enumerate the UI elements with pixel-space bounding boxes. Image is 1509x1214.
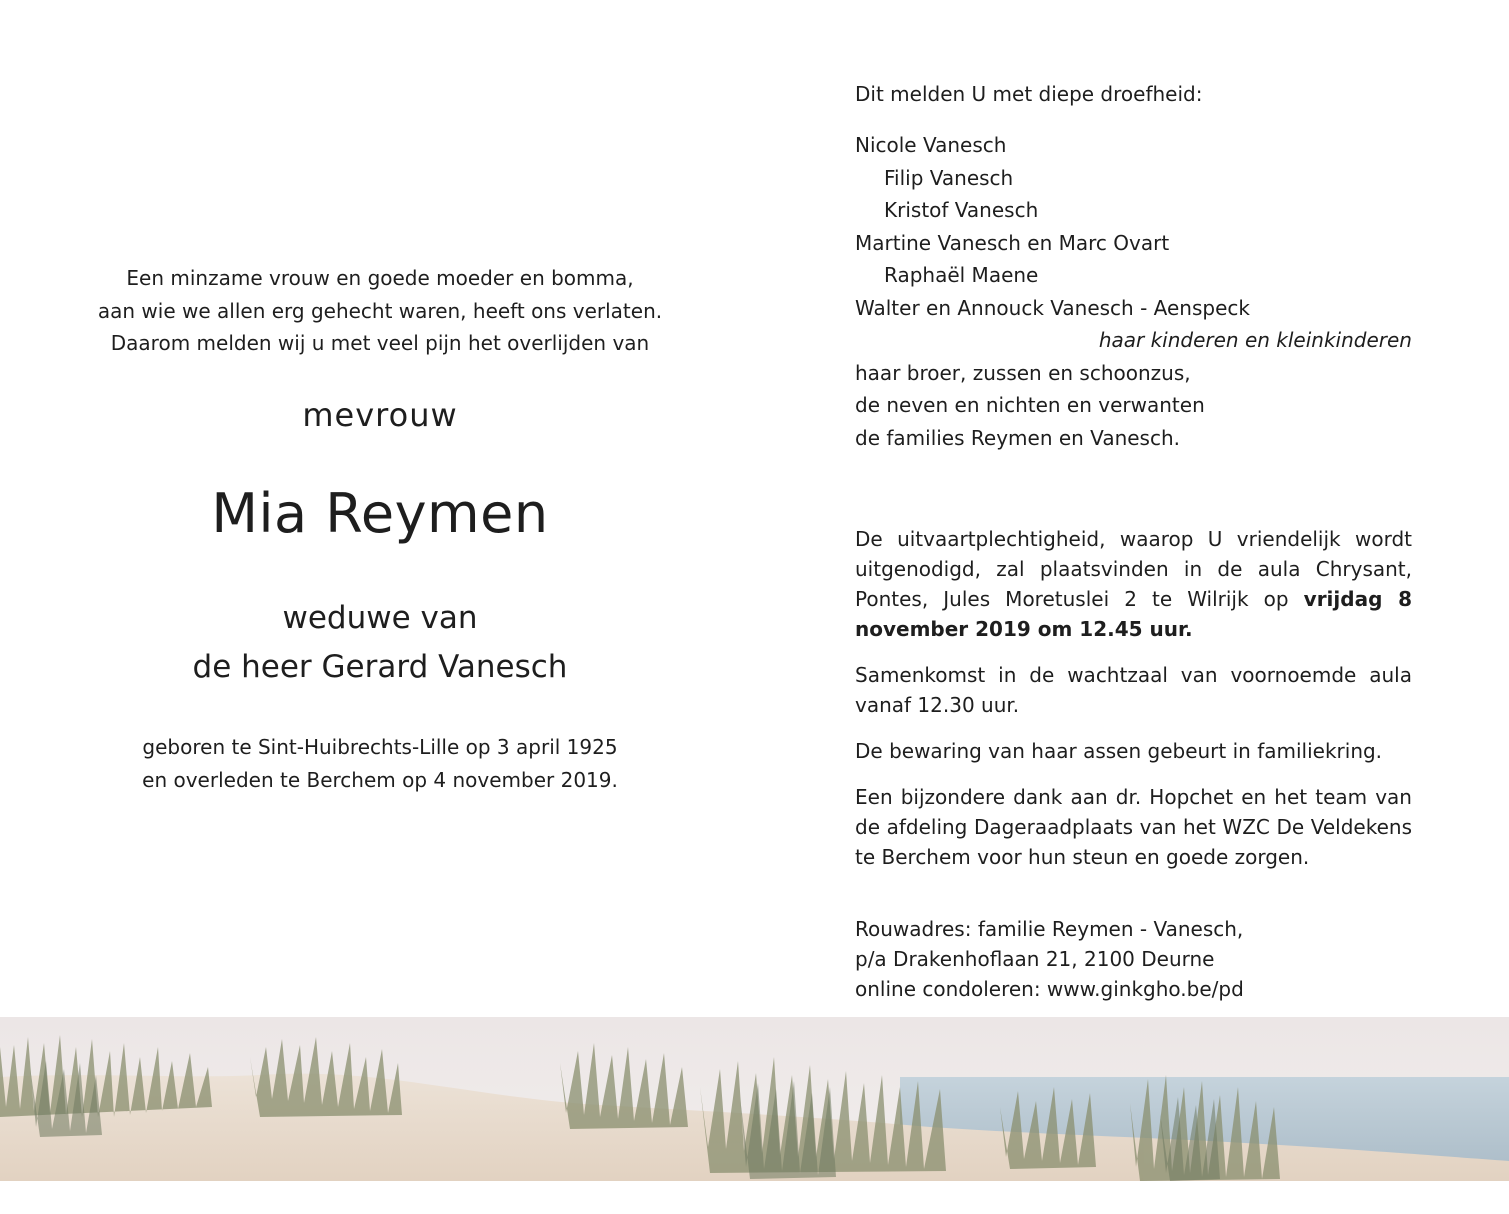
dune-landscape-image [0, 1017, 1509, 1181]
condolence-address [855, 914, 1412, 1004]
family-member: haar broer, zussen en schoonzus, [855, 360, 1191, 385]
family-list [855, 129, 1412, 454]
honorific: mevrouw [302, 396, 458, 434]
family-member: Martine Vanesch en Marc Ovart [855, 230, 1170, 255]
widow-of [60, 594, 700, 692]
thanks-paragraph: Een bijzondere dank aan dr. Hopchet en het team van de afdeling Dageraadplaats van het WZC De Veldekens te Berchem voor hun steun en goede zorgen. [855, 785, 1412, 869]
deceased-name: Mia Reymen [211, 482, 549, 545]
intro-line: aan wie we allen erg gehecht waren, heeft ons verlaten. [97, 298, 663, 323]
intro-line: Daarom melden wij u met veel pijn het overlijden van [110, 331, 650, 355]
address-line: Rouwadres: familie Reymen - Vanesch, [855, 917, 1244, 941]
funeral-text: De uitvaartplechtigheid, waarop U vriendelijk wordt uitgenodigd, zal plaatsvinden in de aula Chrysant, Pontes, Jules Moretuslei 2 te Wilrijk op [855, 527, 1412, 611]
funeral-paragraph [855, 524, 1412, 644]
family-member: Walter en Annouck Vanesch - Aenspeck [855, 295, 1250, 320]
intro-line: Een minzame vrouw en goede moeder en bomma, [126, 266, 634, 290]
condolence-link: online condoleren: www.ginkgho.be/pd [855, 977, 1244, 1001]
intro-text [60, 262, 700, 360]
family-relation-note: haar kinderen en kleinkinderen [1098, 328, 1412, 352]
address-line: p/a Drakenhoflaan 21, 2100 Deurne [855, 947, 1215, 971]
funeral-details [855, 524, 1412, 888]
spouse-name: de heer Gerard Vanesch [192, 649, 568, 685]
funeral-date: vrijdag 8 november 2019 om 12.45 uur. [855, 587, 1412, 641]
ashes-paragraph: De bewaring van haar assen gebeurt in familiekring. [855, 739, 1383, 763]
family-member: Kristof Vanesch [884, 198, 1039, 222]
widow-line: weduwe van [282, 600, 478, 636]
gathering-paragraph: Samenkomst in de wachtzaal van voornoemde aula vanaf 12.30 uur. [855, 663, 1412, 717]
death-line: en overleden te Berchem op 4 november 2019. [142, 767, 618, 792]
family-member: Nicole Vanesch [855, 133, 1007, 157]
family-member: de families Reymen en Vanesch. [855, 425, 1180, 450]
birth-line: geboren te Sint-Huibrechts-Lille op 3 april 1925 [142, 735, 618, 759]
family-member: de neven en nichten en verwanten [855, 393, 1205, 417]
family-member: Raphaël Maene [884, 263, 1039, 287]
family-member: Filip Vanesch [884, 165, 1014, 190]
life-dates [60, 731, 700, 796]
announcement-heading: Dit melden U met diepe droefheid: [855, 82, 1203, 106]
